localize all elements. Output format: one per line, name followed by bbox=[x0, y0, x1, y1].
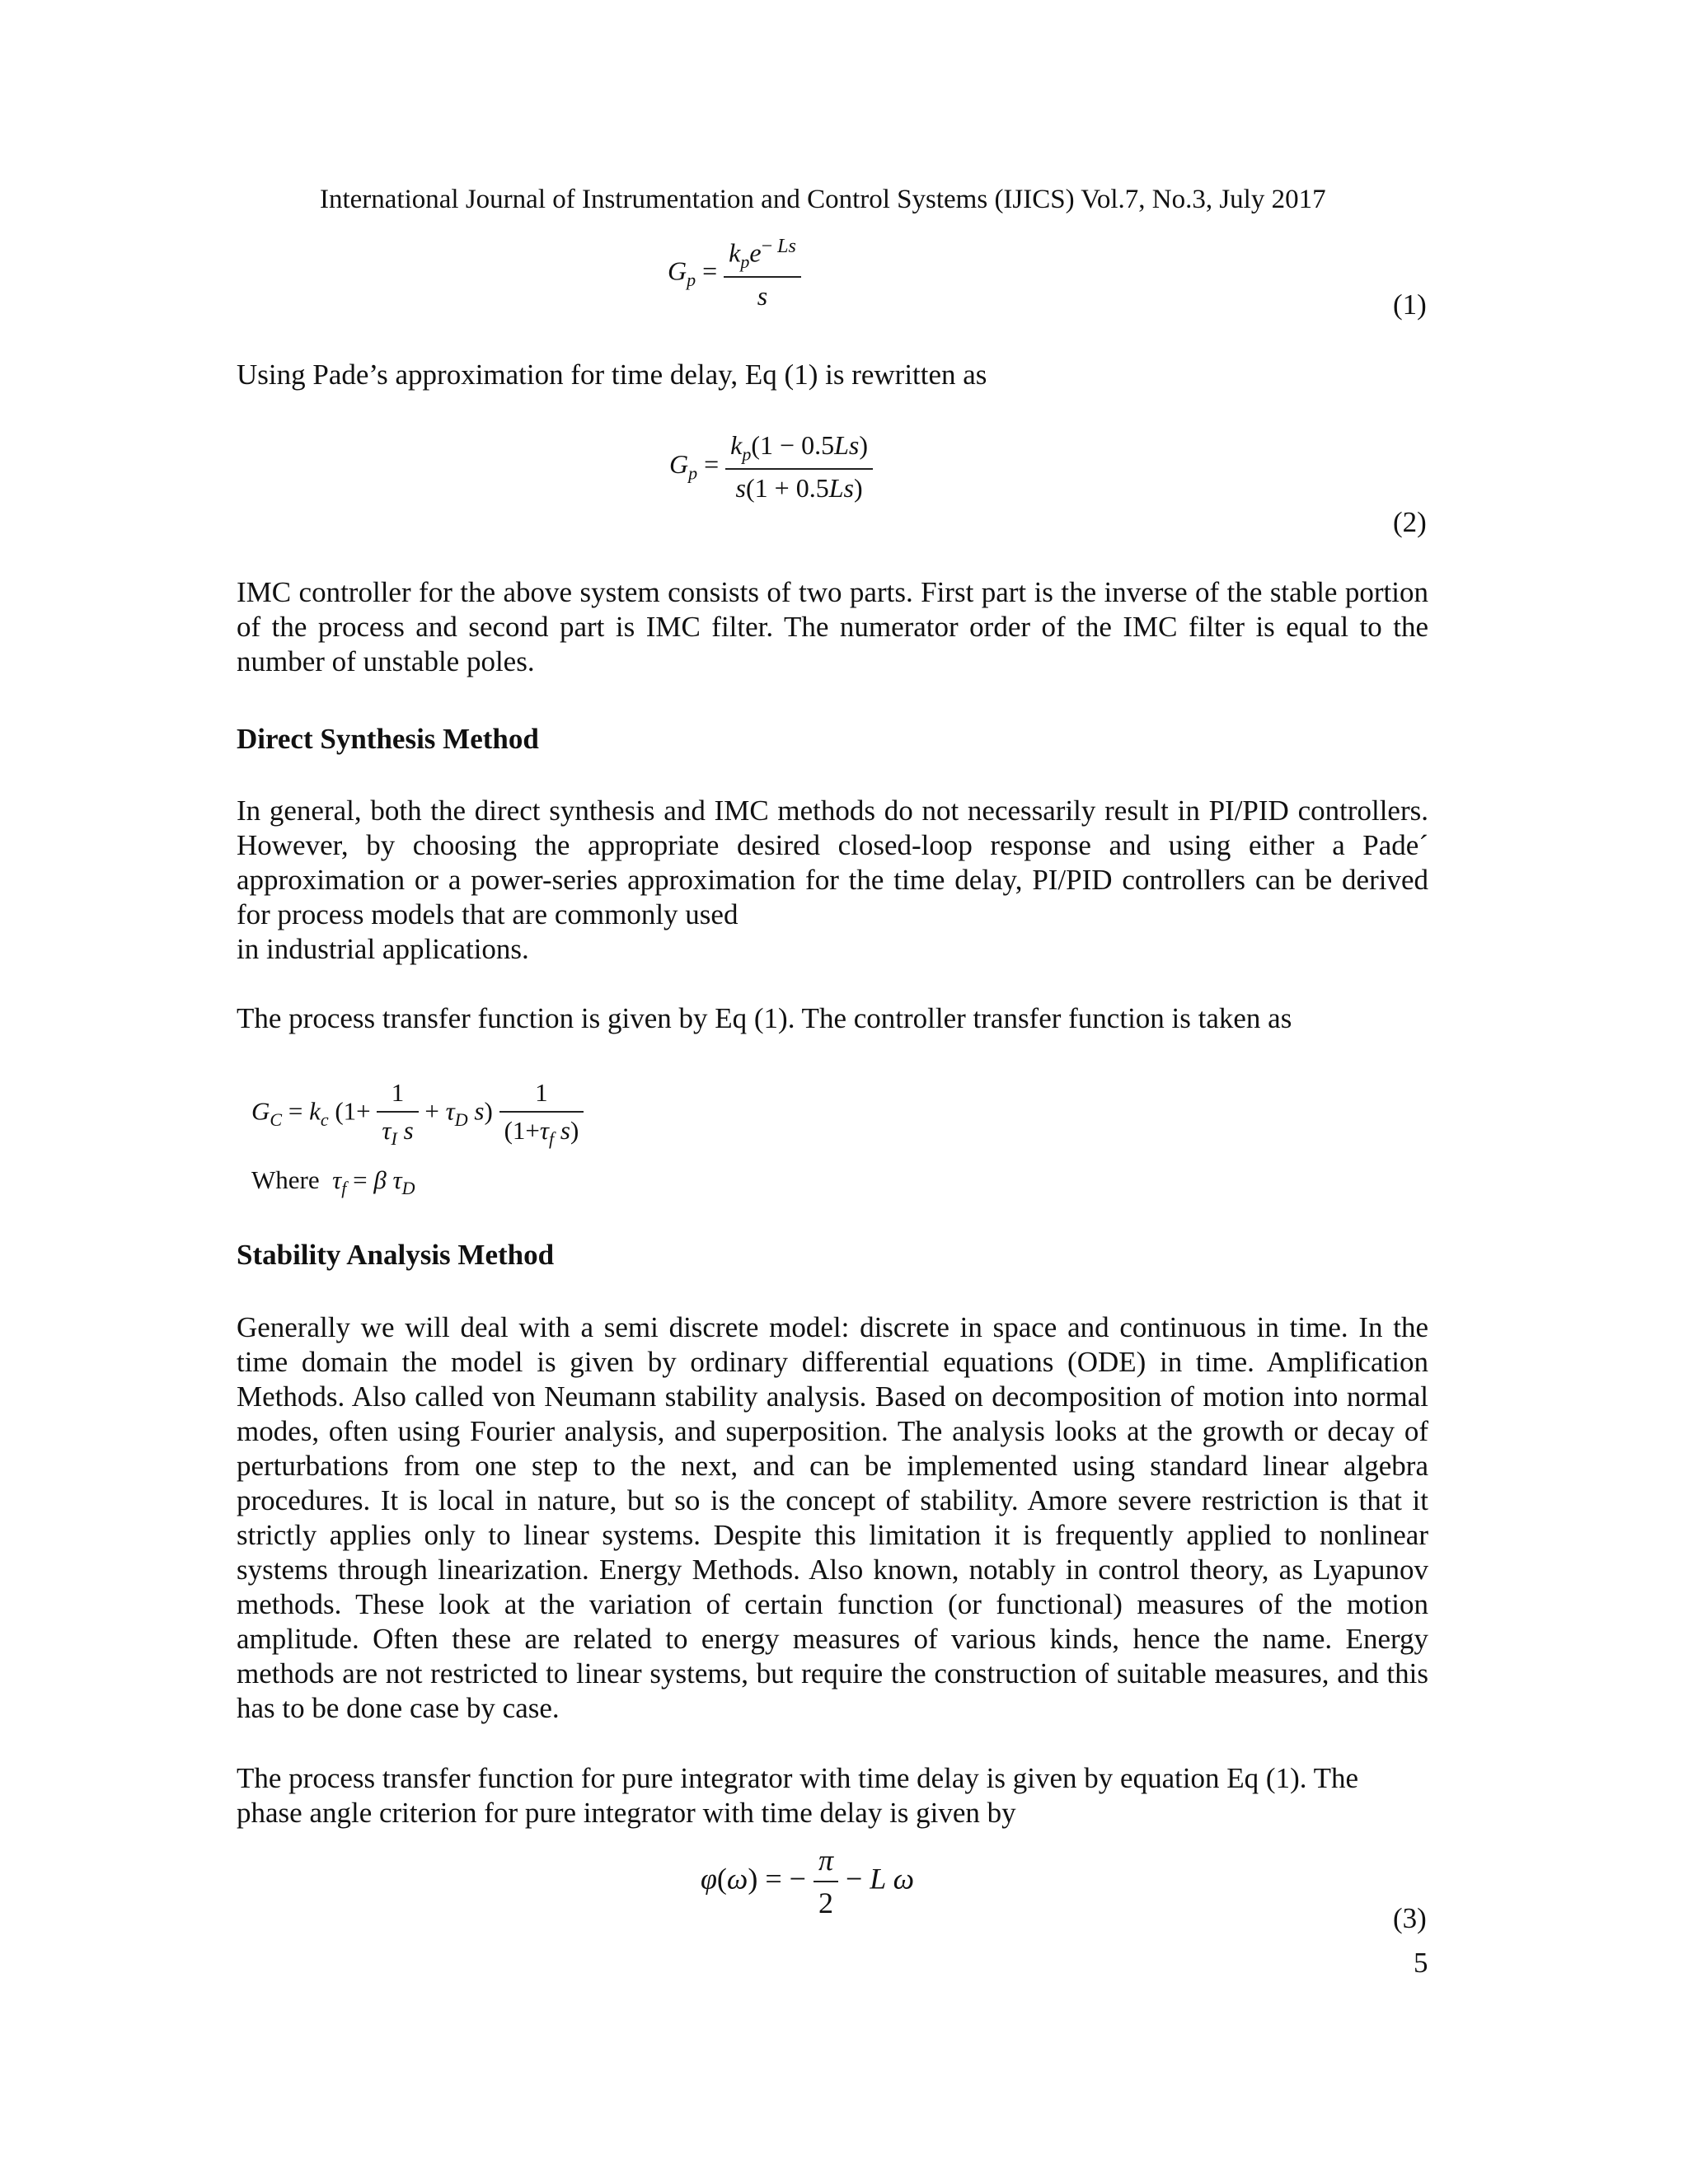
heading-stability-analysis: Stability Analysis Method bbox=[237, 1239, 555, 1271]
paragraph-stability: Generally we will deal with a semi discrete model: discrete in space and continuous in time. In the time domain the model is given by ordinary differential equations (ODE) in time. Amplification Methods. Also called von Neumann stability analysis. Based on decomposition of motion into normal modes, often using Fourier analysis, and superposition. The analysis looks at the growth or decay of perturbations from one step to the next, and can be implemented using standard linear algebra procedures. It is local in nature, but so is the concept of stability. Amore severe restriction is that it strictly applies only to linear systems. Despite this limitation it is frequently applied to nonlinear systems through linearization. Energy Methods. Also known, notably in control theory, as Lyapunov methods. These look at the variation of certain function (or functional) measures of the motion amplitude. Often these are related to energy measures of various kinds, hence the name. Energy methods are not restricted to linear systems, but require the construction of suitable measures, and this has to be done case by case. bbox=[237, 1311, 1428, 1724]
where-label: Where bbox=[251, 1165, 320, 1194]
running-header: International Journal of Instrumentation and Control Systems (IJICS) Vol.7, No.3, July 2017 bbox=[320, 185, 1326, 214]
paragraph-imc: IMC controller for the above system consists of two parts. First part is the inverse of the stable portion of the process and second part is IMC filter. The numerator order of the IMC filter is equal to the number of unstable poles. bbox=[237, 576, 1428, 677]
equation-3-number: (3) bbox=[1393, 1902, 1427, 1934]
equation-2: $G_p$ = $\frac{k_p(1 - 0.5Ls)}{s(1 + 0.5Ls)}$ bbox=[669, 430, 873, 504]
paragraph-process-tf: The process transfer function is given by Eq (1). The controller transfer function is taken as bbox=[237, 1002, 1292, 1034]
equation-3: φ(ω) = − $\frac{\pi}{2}$ − L ω bbox=[701, 1844, 915, 1919]
controller-equation: $G_C = k_c$ (1+ $\frac{1}{\tau_I s}$ + $\tau_D$ s) $\frac{1}{(1+\tau_f s)}$ bbox=[251, 1078, 584, 1150]
equation-1-number: (1) bbox=[1393, 288, 1427, 321]
page-number: 5 bbox=[1414, 1947, 1428, 1979]
equation-2-number: (2) bbox=[1393, 506, 1427, 538]
paragraph-direct-synthesis: In general, both the direct synthesis and IMC methods do not necessarily result in PI/PID controllers. However, by choosing the appropriate desired closed-loop response and using either a Pade´ approximation or a power-series approximation for the time delay, PI/PID controllers can be derived for process models that are commonly used bbox=[237, 794, 1428, 930]
equation-1: $G_p$ = $\frac{k_pe^{- Ls}}{s}$ bbox=[668, 236, 801, 312]
paragraph-direct-synthesis-end: in industrial applications. bbox=[237, 933, 529, 965]
controller-where: Where $\tau_f = \beta$ $\tau_D$ bbox=[251, 1165, 415, 1199]
paragraph-pade: Using Pade’s approximation for time delay, Eq (1) is rewritten as bbox=[237, 359, 987, 391]
paragraph-integrator: The process transfer function for pure integrator with time delay is given by equation Eq (1). The phase angle criterion for pure integrator with time delay is given by bbox=[237, 1762, 1359, 1829]
heading-direct-synthesis: Direct Synthesis Method bbox=[237, 723, 539, 755]
